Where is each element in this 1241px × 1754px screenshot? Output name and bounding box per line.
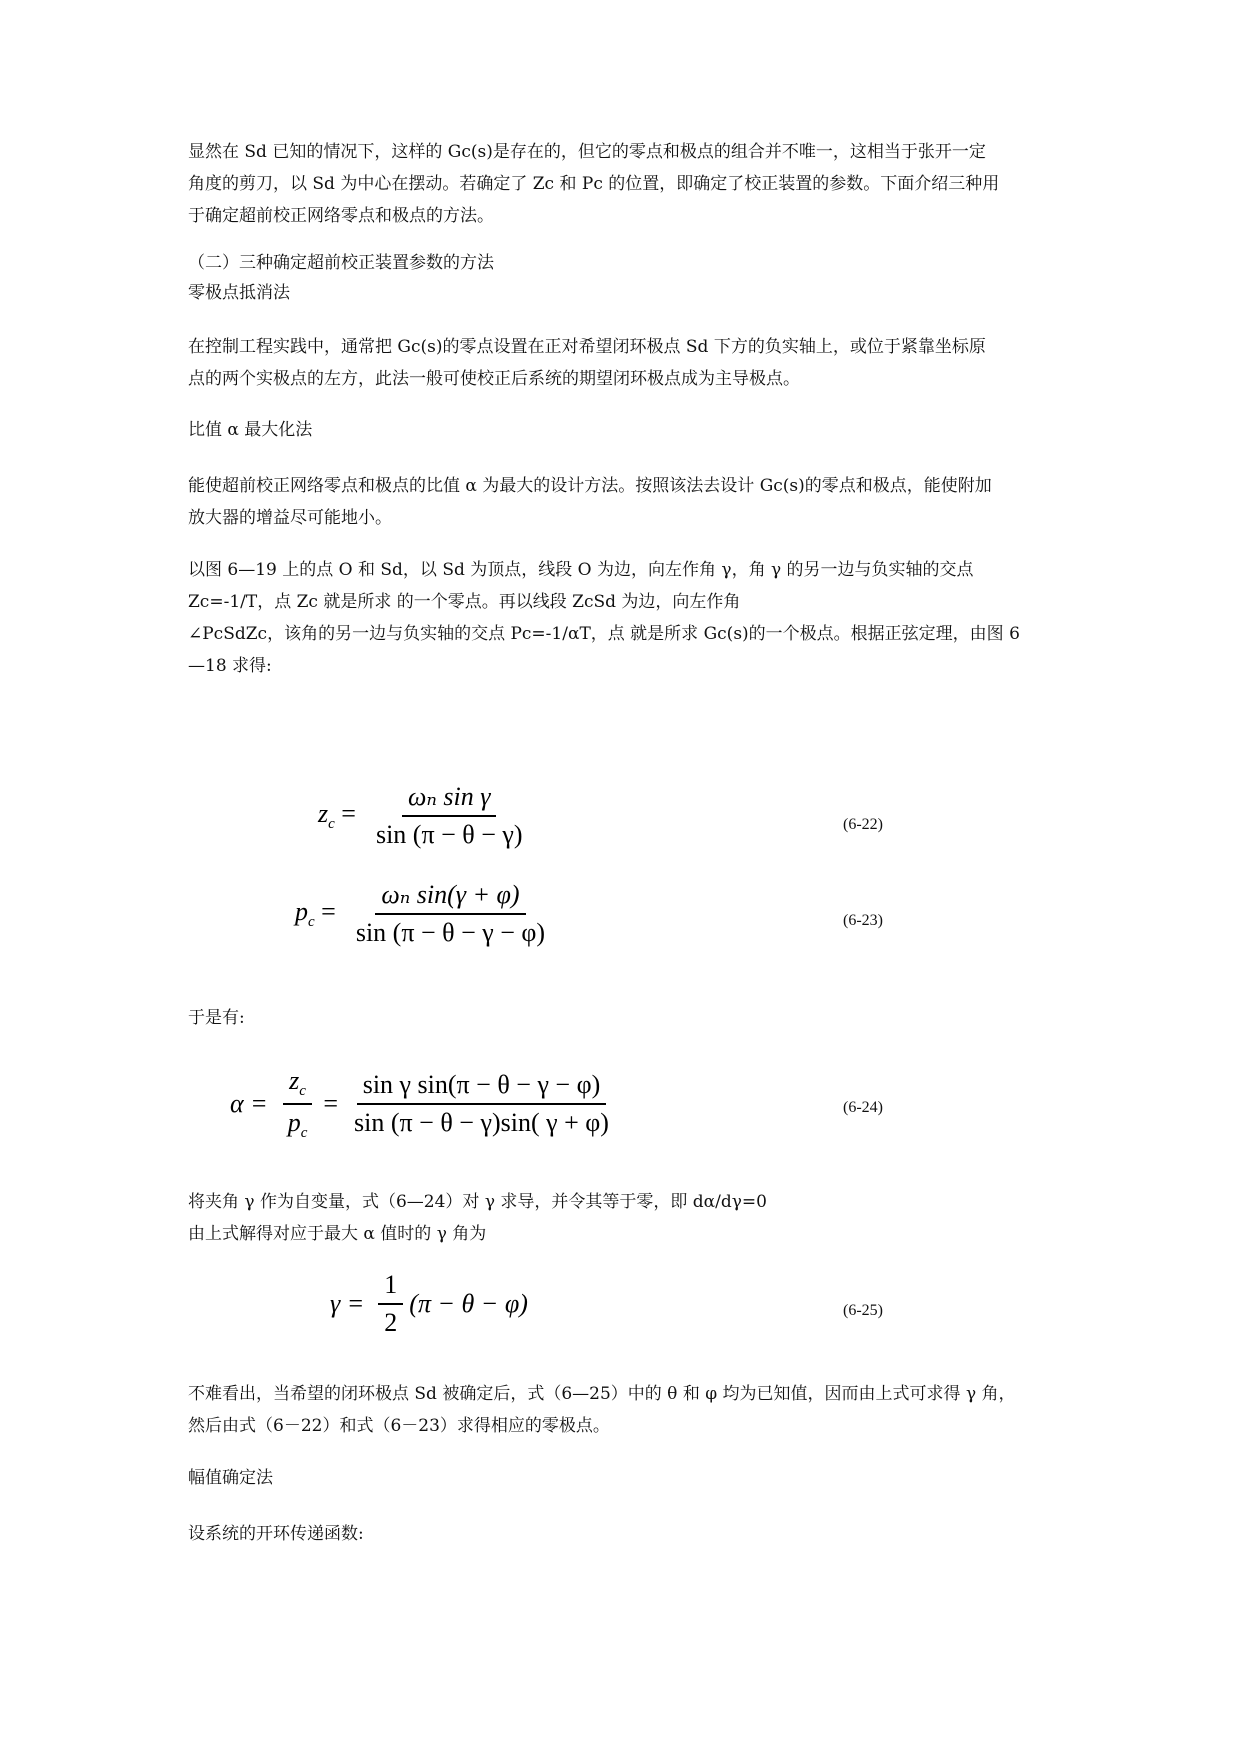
equation-number: (6-23): [843, 912, 883, 929]
text-line: Zc=-1/T，点 Zc 就是所求 的一个零点。再以线段 ZcSd 为边，向左作角: [188, 592, 741, 612]
eq-ratio-den: p: [287, 1108, 301, 1138]
text-line: 放大器的增益尽可能地小。: [188, 508, 392, 528]
method-title-max-alpha: 比值 α 最大化法: [188, 420, 313, 440]
text-yushiyou: 于是有:: [188, 1008, 245, 1028]
eq-lhs: α =: [230, 1089, 268, 1119]
equation-6-25: [330, 1270, 528, 1338]
paragraph-derivative: [188, 1186, 1068, 1250]
text-line: 以图 6—19 上的点 O 和 Sd，以 Sd 为顶点，线段 O 为边，向左作角 γ，角 γ 的另一边与负实轴的交点: [188, 560, 974, 580]
equation-number: (6-24): [843, 1099, 883, 1116]
eq-denominator: sin (π − θ − γ): [375, 820, 523, 849]
eq-denominator: 2: [384, 1308, 398, 1337]
paragraph-construction: [188, 554, 1068, 682]
section-title: （二）三种确定超前校正装置参数的方法: [188, 253, 494, 273]
eq-numerator: ωₙ sin γ: [402, 782, 496, 817]
text-line: 在控制工程实践中，通常把 Gc(s)的零点设置在正对希望闭环极点 Sd 下方的负实轴上，或位于紧靠坐标原: [188, 337, 986, 357]
text-line: 将夹角 γ 作为自变量，式（6—24）对 γ 求导，并令其等于零，即 dα/dγ=0: [188, 1192, 767, 1212]
equation-6-22: $z_c$ = $\frac{\text{ωₙ sin γ}}{\sin (\pi - \theta - \gamma)}$: [318, 782, 529, 850]
eq-numerator: ωₙ sin(γ + φ): [375, 880, 525, 915]
eq-lhs: γ =: [330, 1289, 365, 1318]
text-line: 角度的剪刀，以 Sd 为中心在摆动。若确定了 Zc 和 Pc 的位置，即确定了校正装置的参数。下面介绍三种用: [188, 174, 1000, 194]
equation-6-23: $p_c$ = $\frac{\text{ωₙ sin(γ + φ)}}{\sin (\pi - \theta - \gamma - \varphi)}$: [295, 880, 551, 948]
text-line: 显然在 Sd 已知的情况下，这样的 Gc(s)是存在的，但它的零点和极点的组合并不唯一，这相当于张开一定: [188, 142, 986, 162]
eq-denominator: sin (π − θ − γ − φ): [355, 918, 546, 947]
eq-numerator: sin γ sin(π − θ − γ − φ): [357, 1070, 607, 1105]
text-line: 于确定超前校正网络零点和极点的方法。: [188, 206, 494, 226]
eq-lhs-sub: c: [328, 816, 335, 833]
paragraph-intro: [188, 136, 1068, 232]
paragraph-zero-pole: [188, 331, 1068, 395]
equation-number: (6-25): [843, 1302, 883, 1319]
eq-denominator: sin (π − θ − γ)sin( γ + φ): [354, 1108, 609, 1138]
eq-lhs-sub: c: [308, 914, 315, 931]
method-title-zero-pole-cancellation: 零极点抵消法: [188, 283, 290, 303]
text-line: 由上式解得对应于最大 α 值时的 γ 角为: [188, 1224, 487, 1244]
text-line: 然后由式（6－22）和式（6－23）求得相应的零极点。: [188, 1416, 610, 1436]
eq-lhs-var: z: [318, 798, 329, 828]
paragraph-max-alpha: [188, 470, 1068, 534]
eq-ratio-num: z: [289, 1066, 300, 1095]
method-title-magnitude: 幅值确定法: [188, 1468, 273, 1488]
eq-ratio-den-sub: c: [300, 1125, 308, 1142]
equation-6-24: α = $\frac{z_c}{p_c}$ = $\frac{\text{sin γ sin(π − θ − γ − φ)}}{\sin (\pi - \theta - \gamma)\sin( \gamma + \varphi)}$: [230, 1066, 615, 1142]
text-line: 能使超前校正网络零点和极点的比值 α 为最大的设计方法。按照该法去设计 Gc(s)的零点和极点，能使附加: [188, 476, 992, 496]
paragraph-open-loop: 设系统的开环传递函数:: [188, 1524, 364, 1544]
eq-rest: (π − θ − φ): [409, 1289, 528, 1318]
paragraph-conclusion: [188, 1378, 1068, 1442]
text-line: —18 求得:: [188, 656, 272, 676]
text-line: 点的两个实极点的左方，此法一般可使校正后系统的期望闭环极点成为主导极点。: [188, 369, 800, 389]
text-line: 不难看出，当希望的闭环极点 Sd 被确定后，式（6—25）中的 θ 和 φ 均为已知值，因而由上式可求得 γ 角，: [188, 1384, 1016, 1404]
equation-number: (6-22): [843, 816, 883, 833]
text-line: ∠PcSdZc，该角的另一边与负实轴的交点 Pc=-1/αT，点 就是所求 Gc(s)的一个极点。根据正弦定理，由图 6: [188, 624, 1020, 644]
eq-lhs-var: p: [295, 896, 308, 926]
eq-numerator: 1: [378, 1270, 403, 1305]
eq-ratio-num-sub: c: [299, 1083, 306, 1100]
